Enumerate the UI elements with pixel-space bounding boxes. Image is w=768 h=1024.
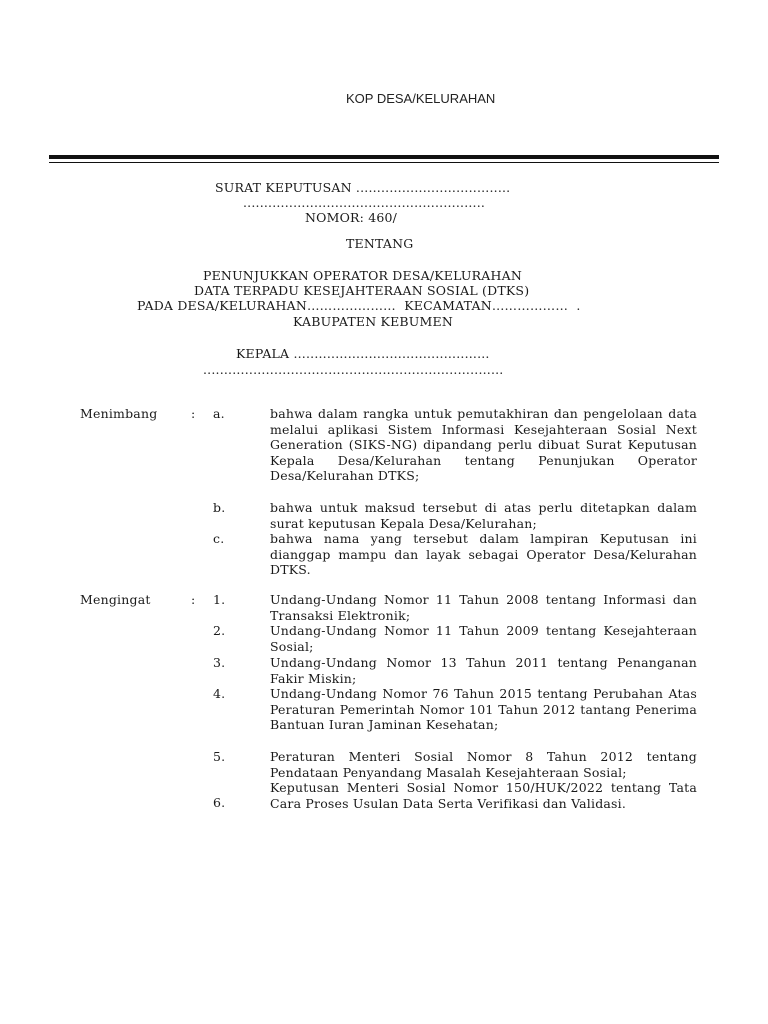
letterhead-rule-thin (49, 162, 719, 163)
subject-line-2: DATA TERPADU KESEJAHTERAAN SOSIAL (DTKS) (194, 283, 530, 298)
item-marker: 2. (213, 623, 226, 638)
item-marker: 6. (213, 795, 226, 810)
item-marker: 4. (213, 686, 226, 701)
item-marker: b. (213, 500, 226, 515)
subject-line-4: KABUPATEN KEBUMEN (293, 314, 454, 329)
decree-title: SURAT KEPUTUSAN ..................................... (215, 180, 511, 195)
subject-line-1: PENUNJUKKAN OPERATOR DESA/KELURAHAN (203, 268, 522, 283)
item-marker: 3. (213, 655, 226, 670)
kepala-dots: ........................................................................ (203, 362, 504, 377)
letterhead-rule-thick (49, 155, 719, 159)
item-marker: c. (213, 531, 225, 546)
item-text: Keputusan Menteri Sosial Nomor 150/HUK/2022 tentang Tata Cara Proses Usulan Data Serta Verifikasi dan Validasi. (270, 780, 697, 811)
mengingat-label: Mengingat (80, 592, 151, 607)
subject-line-3: PADA DESA/KELURAHAN………………… KECAMATAN……………… . (137, 298, 581, 313)
item-text: Undang-Undang Nomor 11 Tahun 2008 tentang Informasi dan Transaksi Elektronik; (270, 592, 697, 623)
item-text: Undang-Undang Nomor 76 Tahun 2015 tentang Perubahan Atas Peraturan Pemerintah Nomor 101 Tahun 2012 tantang Penerima Bantuan Iuran Jaminan Kesehatan; (270, 686, 697, 732)
item-text: bahwa nama yang tersebut dalam lampiran Keputusan ini dianggap mampu dan layak sebagai Operator Desa/Kelurahan DTKS. (270, 531, 697, 577)
mengingat-colon: : (191, 592, 196, 607)
menimbang-label: Menimbang (80, 406, 158, 421)
menimbang-colon: : (191, 406, 196, 421)
tentang-heading: TENTANG (346, 236, 414, 251)
decree-number: NOMOR: 460/ (305, 210, 398, 225)
item-marker: 5. (213, 749, 226, 764)
kepala-line: KEPALA ............................................... (236, 346, 490, 361)
item-text: bahwa untuk maksud tersebut di atas perlu ditetapkan dalam surat keputusan Kepala Desa/Kelurahan; (270, 500, 697, 531)
item-text: Peraturan Menteri Sosial Nomor 8 Tahun 2012 tentang Pendataan Penyandang Masalah Kesejahteraan Sosial; (270, 749, 697, 780)
item-marker: a. (213, 406, 225, 421)
decree-title-dots: .......................................................... (243, 195, 486, 210)
letterhead-placeholder: KOP DESA/KELURAHAN (346, 91, 496, 106)
item-text: bahwa dalam rangka untuk pemutakhiran dan pengelolaan data melalui aplikasi Sistem Informasi Kesejahteraan Sosial Next Generation (SIKS-NG) dipandang perlu dibuat Surat Keputusan Kepala Desa/Kelurahan tentang Penunjukan Operator Desa/Kelurahan DTKS; (270, 406, 697, 483)
item-marker: 1. (213, 592, 226, 607)
item-text: Undang-Undang Nomor 13 Tahun 2011 tentang Penanganan Fakir Miskin; (270, 655, 697, 686)
item-text: Undang-Undang Nomor 11 Tahun 2009 tentang Kesejahteraan Sosial; (270, 623, 697, 654)
